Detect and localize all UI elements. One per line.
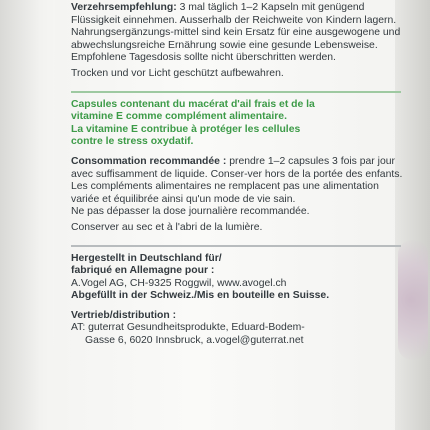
distribution-heading: Vertrieb/distribution : xyxy=(71,309,177,321)
divider-grey xyxy=(71,245,401,247)
maker-line-1: Hergestellt in Deutschland für/ xyxy=(71,252,222,264)
fr-intro-3: La vitamine E contribue à protéger les cellules xyxy=(71,123,301,135)
fr-intro-1: Capsules contenant du macérat d'ail frais et de la xyxy=(71,98,315,110)
maker-line-2: fabriqué en Allemagne pour : xyxy=(71,265,215,277)
fr-storage: Conserver au sec et à l'abri de la lumière. xyxy=(71,221,263,233)
fr-body: prendre 1–2 capsules 3 fois par jour avec suffisamment de liquide. Conser-ver hors de la portée des enfants. Les compléments alimentaires ne remplacent pas une alimentation variée et équilibrée ainsi qu'un mode de vie sain. xyxy=(71,155,403,205)
divider-green xyxy=(71,91,401,93)
maker-line-4: Abgefüllt in der Schweiz./Mis en bouteille en Suisse. xyxy=(71,290,330,302)
distribution-line-1: AT: guterrat Gesundheitsprodukte, Eduard-Bodem- xyxy=(71,322,305,334)
fr-dose: Ne pas dépasser la dose journalière recommandée. xyxy=(71,206,310,218)
fr-intro-2: vitamine E comme complément alimentaire. xyxy=(71,111,287,123)
de-body: 3 mal täglich 1–2 Kapseln mit genügend Flüssigkeit einnehmen. Ausserhalb der Reichweite von Kindern lagern. Nahrungsergänzungs-mittel sind kein Ersatz für eine ausgewogene und abwechslungsreiche Ernährung sowie eine gesunde Lebensweise. xyxy=(71,2,401,51)
distribution-line-2: Gasse 6, 6020 Innsbruck, a.vogel@guterrat.net xyxy=(85,335,304,347)
de-dose: Empfohlene Tagesdosis sollte nicht überschritten werden. xyxy=(71,52,336,64)
de-heading: Verzehrsempfehlung: xyxy=(71,2,177,13)
fr-recommendation xyxy=(71,156,406,206)
label-text xyxy=(71,0,406,348)
de-storage: Trocken und vor Licht geschützt aufbewahren. xyxy=(71,67,284,79)
maker-line-3: A.Vogel AG, CH-9325 Roggwil, www.avogel.ch xyxy=(71,277,287,289)
de-recommendation xyxy=(71,2,406,52)
fr-intro-4: contre le stress oxydatif. xyxy=(71,136,194,148)
fr-heading: Consommation recommandée : xyxy=(71,155,227,167)
